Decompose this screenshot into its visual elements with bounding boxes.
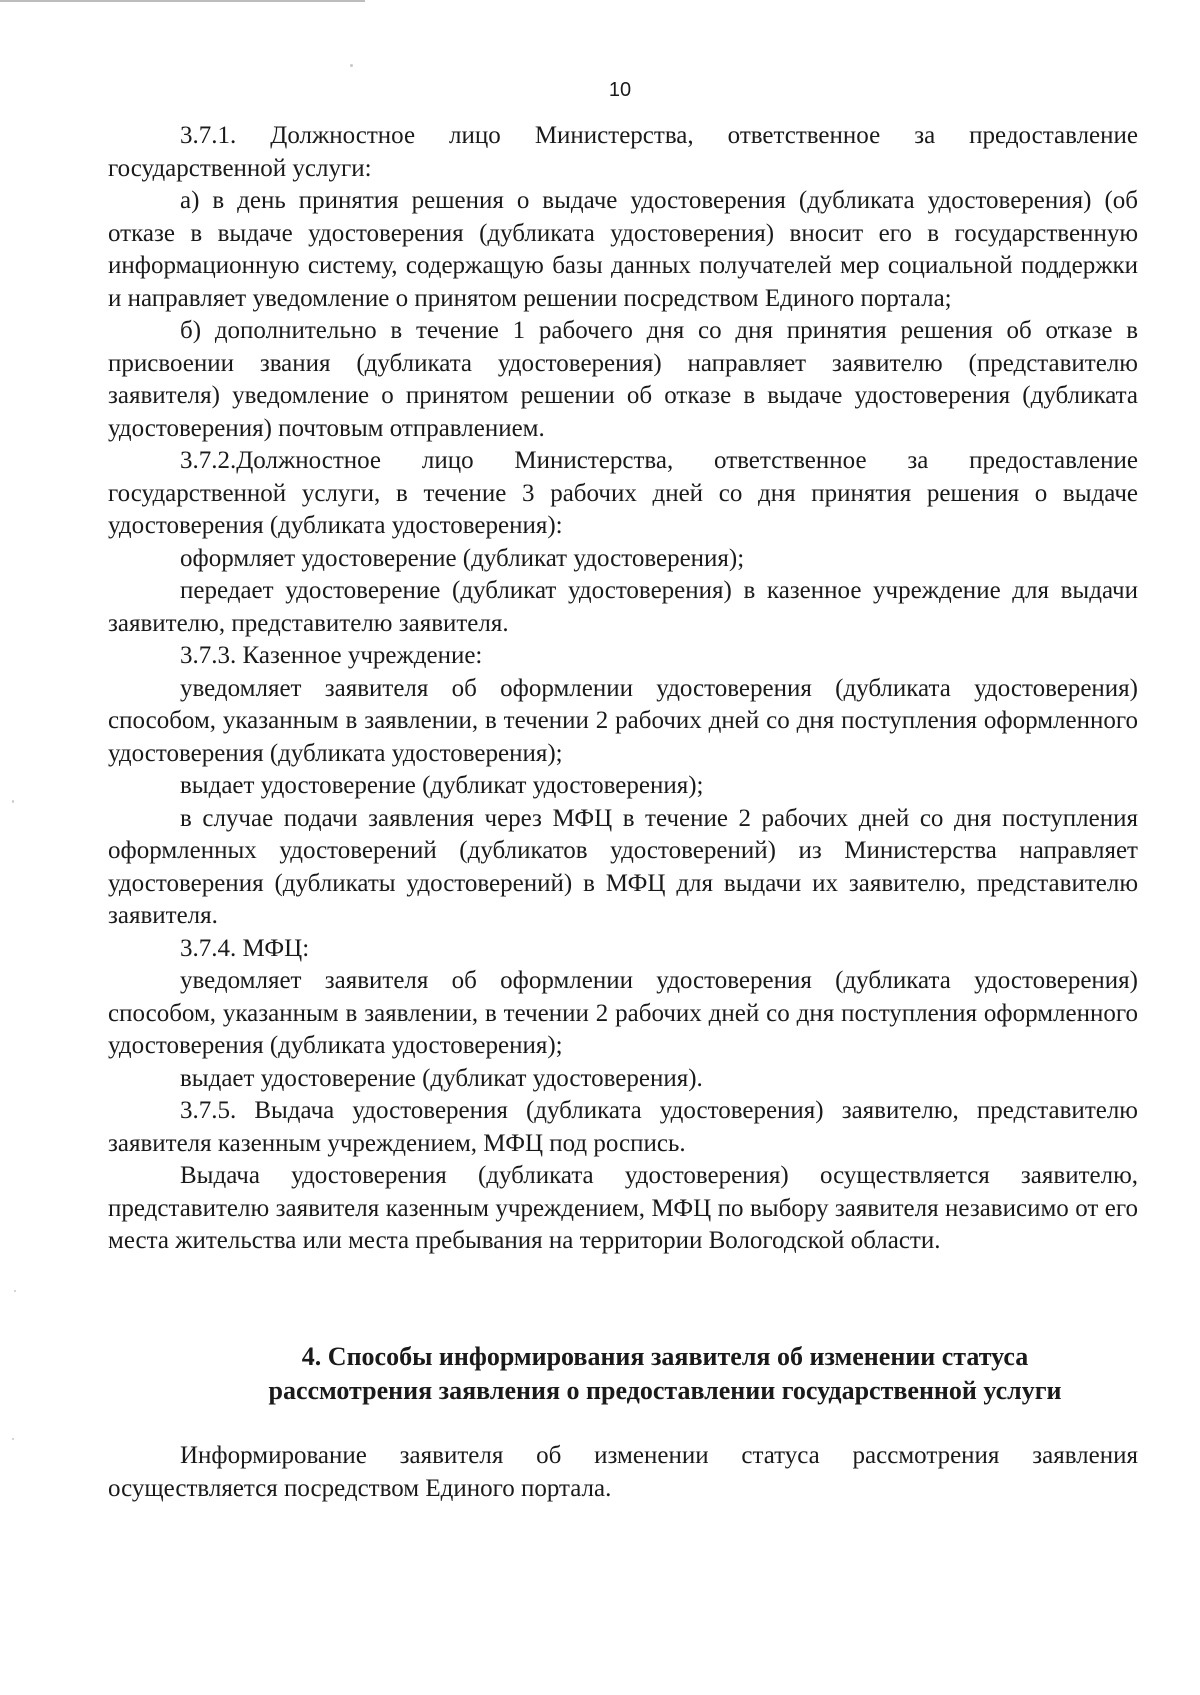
section-heading [140, 1340, 1190, 1408]
paragraph-3-7-5-detail: Выдача удостоверения (дубликата удостоверения) осуществляется заявителю, представителю заявителя казенным учреждением, МФЦ по выбору заявителя независимо от его места жительства или места пребывания на территории Вологодской области. [108, 1162, 1138, 1254]
paragraph-3-7-5: 3.7.5. Выдача удостоверения (дубликата удостоверения) заявителю, представителю заявителя казенным учреждением, МФЦ под роспись. [108, 1097, 1138, 1157]
paragraph-3-7-1-a: а) в день принятия решения о выдаче удостоверения (дубликата удостоверения) (об отказе в выдаче удостоверения (дубликата удостоверения) вносит его в государственную информационную систему, содержащую базы данных получателей мер социальной поддержки и направляет уведомление о принятом решении посредством Единого портала; [108, 187, 1138, 312]
paragraph-3-7-3-item-1: уведомляет заявителя об оформлении удостоверения (дубликата удостоверения) способом, указанным в заявлении, в течении 2 рабочих дней со дня поступления оформленного удостоверения (дубликата удостоверения); [108, 674, 1138, 767]
page-number: 10 [608, 79, 632, 101]
section-heading-line-2: рассмотрения заявления о предоставлении государственной услуги [268, 1376, 1062, 1405]
scan-speck [12, 800, 14, 803]
scan-speck [14, 1290, 16, 1292]
scan-speck [12, 1438, 14, 1440]
scan-edge-line [0, 0, 365, 2]
paragraph-3-7-3-item-3: в случае подачи заявления через МФЦ в течение 2 рабочих дней со дня поступления оформленных удостоверений (дубликатов удостоверений) из Министерства направляет удостоверения (дубликаты удостоверений) в МФЦ для выдачи их заявителю, представителю заявителя. [108, 804, 1138, 929]
scan-speck [350, 64, 353, 67]
paragraph-3-7-4-item-2: выдает удостоверение (дубликат удостоверения). [180, 1064, 703, 1092]
paragraph-3-7-2: 3.7.2.Должностное лицо Министерства, ответственное за предоставление государственной услуги, в течение 3 рабочих дней со дня принятия решения о выдаче удостоверения (дубликата удостоверения): [108, 447, 1138, 539]
section-heading-line-1: 4. Способы информирования заявителя об изменении статуса [301, 1342, 1029, 1371]
paragraph-3-7-1: 3.7.1. Должностное лицо Министерства, ответственное за предоставление государственной услуги: [108, 122, 1138, 182]
paragraph-3-7-2-item-2: передает удостоверение (дубликат удостоверения) в казенное учреждение для выдачи заявителю, представителю заявителя. [108, 577, 1138, 637]
paragraph-3-7-3-item-2: выдает удостоверение (дубликат удостоверения); [180, 772, 704, 799]
closing-paragraph: Информирование заявителя об изменении статуса рассмотрения заявления осуществляется посредством Единого портала. [108, 1442, 1138, 1502]
paragraph-3-7-3: 3.7.3. Казенное учреждение: [180, 642, 483, 669]
paragraph-3-7-1-b: б) дополнительно в течение 1 рабочего дня со дня принятия решения об отказе в присвоении звания (дубликата удостоверения) направляет заявителю (представителю заявителя) уведомление о принятом решении об отказе в выдаче удостоверения (дубликата удостоверения) почтовым отправлением. [108, 317, 1138, 442]
paragraph-3-7-2-item-1: оформляет удостоверение (дубликат удостоверения); [180, 544, 745, 572]
closing-text [108, 1440, 1138, 1505]
body-text [108, 120, 1138, 1258]
paragraph-3-7-4: 3.7.4. МФЦ: [180, 934, 310, 962]
paragraph-3-7-4-item-1: уведомляет заявителя об оформлении удостоверения (дубликата удостоверения) способом, указанным в заявлении, в течении 2 рабочих дней со дня поступления оформленного удостоверения (дубликата удостоверения); [108, 967, 1138, 1059]
